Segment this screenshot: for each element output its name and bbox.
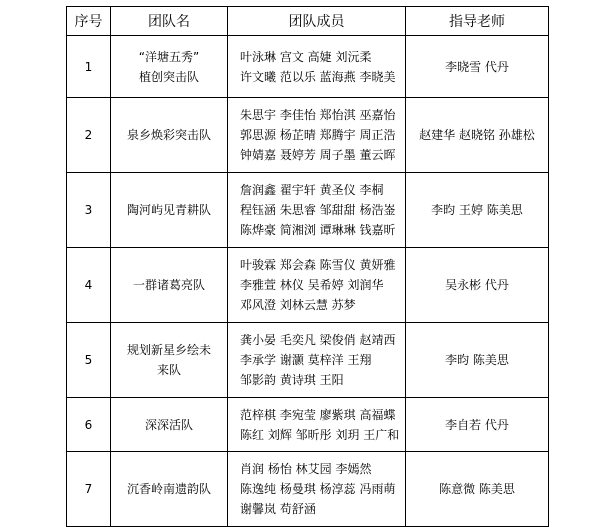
header-members: 团队成员 — [228, 7, 406, 36]
row-advisor: 陈意微 陈美思 — [406, 452, 549, 527]
row-members — [228, 248, 406, 323]
members-line: 钟婧嘉 聂婷芳 周子墨 董云晖 — [240, 148, 396, 162]
header-advisor: 指导老师 — [406, 7, 549, 36]
row-members — [228, 452, 406, 527]
row-index: 3 — [67, 173, 111, 248]
row-members — [228, 323, 406, 398]
row-team-name — [111, 248, 228, 323]
members-line: 范梓棋 李宛莹 廖紫琪 高福蝶 — [240, 407, 396, 422]
row-index: 1 — [67, 36, 111, 98]
team-name-line: “洋塘五秀” — [138, 49, 200, 64]
team-roster-table — [66, 6, 549, 527]
header-team: 团队名 — [111, 7, 228, 36]
row-team-name — [111, 398, 228, 452]
header-index: 序号 — [67, 7, 111, 36]
table-row — [67, 323, 549, 398]
members-line: 龚小晏 毛奕凡 梁俊俏 赵靖西 — [240, 333, 396, 347]
row-index: 5 — [67, 323, 111, 398]
row-advisor: 李昀 陈美思 — [406, 323, 549, 398]
members-line: 李承学 谢灏 莫梓洋 王翔 — [240, 353, 372, 367]
row-advisor: 吴永彬 代丹 — [406, 248, 549, 323]
members-line: 陈烨豪 简湘浏 谭琳琳 钱嘉昕 — [240, 223, 396, 237]
members-line: 陈逸纯 杨曼琪 杨淳蕊 冯雨萌 — [240, 482, 396, 496]
team-name-line: 一群诸葛亮队 — [132, 278, 205, 292]
row-advisor: 李晓雪 代丹 — [406, 36, 549, 98]
members-line: 肖润 杨怡 林艾园 李嫣然 — [240, 462, 372, 476]
team-name-line: 泉乡焕彩突击队 — [126, 128, 211, 142]
table-row — [67, 36, 549, 98]
members-line: 邹影韵 黄诗琪 王阳 — [240, 373, 344, 387]
table-header-row — [67, 7, 549, 36]
row-index: 6 — [67, 398, 111, 452]
row-index: 2 — [67, 98, 111, 173]
members-line: 陈红 刘辉 邹昕彤 刘玥 王广和 — [240, 427, 400, 442]
row-members — [228, 173, 406, 248]
members-line: 李雅萱 林仪 吴希婷 刘润华 — [240, 278, 384, 292]
team-name-line: 来队 — [156, 363, 181, 377]
members-line: 叶泳琳 宫文 高婕 刘沅柔 — [240, 49, 372, 64]
members-line: 程钰涵 朱思睿 邹甜甜 杨浩崟 — [240, 203, 396, 217]
row-team-name — [111, 36, 228, 98]
table-row — [67, 452, 549, 527]
team-name-line: 规划新星乡绘未 — [126, 343, 211, 357]
row-team-name — [111, 452, 228, 527]
row-advisor: 李昀 王婷 陈美思 — [406, 173, 549, 248]
row-team-name — [111, 98, 228, 173]
table-row — [67, 98, 549, 173]
row-members — [228, 398, 406, 452]
members-line: 郭思源 杨芷晴 郑腾宇 周正浩 — [240, 128, 396, 142]
row-index: 4 — [67, 248, 111, 323]
members-line: 朱思宇 李佳怡 郑怡淇 巫嘉怡 — [240, 108, 396, 122]
members-line: 许文曦 范以乐 蓝海燕 李晓美 — [240, 69, 396, 84]
team-name-line: 沉香岭南遗韵队 — [126, 482, 211, 496]
table-row — [67, 173, 549, 248]
row-advisor: 李自若 代丹 — [406, 398, 549, 452]
members-line: 谢馨岚 苟舒涵 — [240, 502, 316, 516]
table-row — [67, 248, 549, 323]
team-name-line: 陶河屿见青耕队 — [126, 203, 211, 217]
members-line: 詹润鑫 翟宇轩 黄圣仪 李桐 — [240, 183, 384, 197]
table-row — [67, 398, 549, 452]
team-name-line: 植创突击队 — [138, 69, 199, 84]
row-members — [228, 36, 406, 98]
team-name-line: 深深活队 — [144, 417, 193, 432]
members-line: 叶骏霖 郑会森 陈雪仪 黄妍雅 — [240, 258, 396, 272]
row-team-name — [111, 173, 228, 248]
row-advisor: 赵建华 赵晓铭 孙雄松 — [406, 98, 549, 173]
row-team-name — [111, 323, 228, 398]
row-index: 7 — [67, 452, 111, 527]
row-members — [228, 98, 406, 173]
members-line: 邓风澄 刘林云慧 苏梦 — [240, 298, 356, 312]
